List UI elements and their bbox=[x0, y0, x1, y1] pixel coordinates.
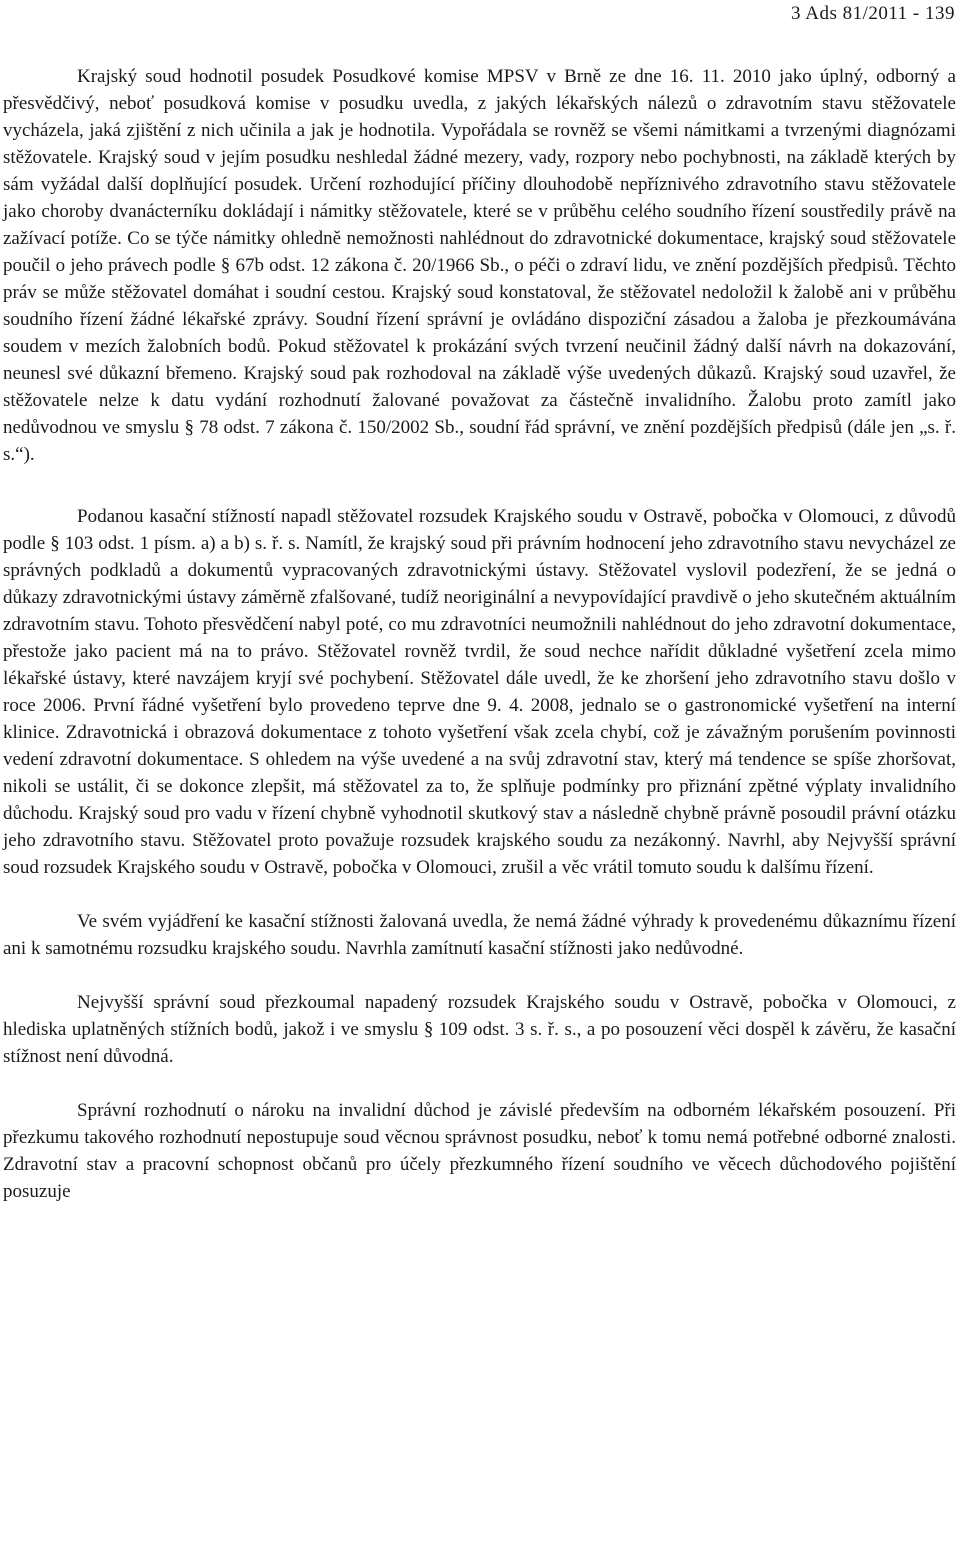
paragraph-regional-court-assessment: Krajský soud hodnotil posudek Posudkové komise MPSV v Brně ze dne 16. 11. 2010 jako úplný, odborný a přesvědčivý, neboť posudková komise v posudku uvedla, z jakých lékařských nálezů o zdravotním stavu stěžovatele vycházela, jaká zjištění z nich učinila a jak je hodnotila. Vypořádala se rovněž se všemi námitkami a tvrzenými diagnózami stěžovatele. Krajský soud v jejím posudku neshledal žádné mezery, vady, rozpory nebo pochybnosti, na základě kterých by sám vyžádal další doplňující posudek. Určení rozhodující příčiny dlouhodobě nepříznivého zdravotního stavu stěžovatele jako choroby dvanácterníku dokládají i námitky stěžovatele, které se v průběhu celého soudního řízení soustředily právě na zažívací potíže. Co se týče námitky ohledně nemožnosti nahlédnout do zdravotnické dokumentace, krajský soud stěžovatele poučil o jeho právech podle § 67b odst. 12 zákona č. 20/1966 Sb., o péči o zdraví lidu, ve znění pozdějších předpisů. Těchto práv se může stěžovatel domáhat i soudní cestou. Krajský soud konstatoval, že stěžovatel nedoložil k žalobě ani v průběhu soudního řízení žádné lékařské zprávy. Soudní řízení správní je ovládáno dispoziční zásadou a žaloba je přezkoumávána soudem v mezích žalobních bodů. Pokud stěžovatel k prokázání svých tvrzení neučinil žádný další návrh na dokazování, neunesl své důkazní břemeno. Krajský soud pak rozhodoval na základě výše uvedených důkazů. Krajský soud uzavřel, že stěžovatele nelze k datu vydání rozhodnutí žalované považovat za částečně invalidního. Žalobu proto zamítl jako nedůvodnou ve smyslu § 78 odst. 7 zákona č. 150/2002 Sb., soudní řád správní, ve znění pozdějších předpisů (dále jen „s. ř. s.“). bbox=[3, 66, 956, 465]
paragraph-legal-assessment: Správní rozhodnutí o nároku na invalidní důchod je závislé především na odborném lékařském posouzení. Při přezkumu takového rozhodnutí nepostupuje soud věcnou správnost posudku, neboť k tomu nemá potřebné odborné znalosti. Zdravotní stav a pracovní schopnost občanů pro účely přezkumného řízení soudního ve věcech důchodového pojištění posuzuje bbox=[3, 1100, 956, 1202]
paragraph-defendant-statement: Ve svém vyjádření ke kasační stížnosti žalovaná uvedla, že nemá žádné výhrady k provedenému důkaznímu řízení ani k samotnému rozsudku krajského soudu. Navrhla zamítnutí kasační stížnosti jako nedůvodné. bbox=[3, 911, 956, 959]
paragraph-cassation-complaint: Podanou kasační stížností napadl stěžovatel rozsudek Krajského soudu v Ostravě, pobočka v Olomouci, z důvodů podle § 103 odst. 1 písm. a) a b) s. ř. s. Namítl, že krajský soud při právním hodnocení jeho zdravotního stavu nevycházel ze správných podkladů a dokumentů vypracovaných zdravotnickými ústavy. Stěžovatel vyslovil podezření, že se jedná o důkazy zdravotnickými ústavy záměrně zfalšované, tudíž neoriginální a nevypovídající pravdivě o jeho skutečném aktuálním zdravotním stavu. Tohoto přesvědčení nabyl poté, co mu zdravotníci neumožnili nahlédnout do jeho zdravotní dokumentace, přestože jako pacient má na to právo. Stěžovatel rovněž tvrdil, že soud nechce nařídit důkladné vyšetření zcela mimo lékařské ústavy, které navzájem kryjí své pochybení. Stěžovatel dále uvedl, že ke zhoršení jeho zdravotního stavu došlo v roce 2006. První řádné vyšetření bylo provedeno teprve dne 9. 4. 2008, jednalo se o gastronomické vyšetření na interní klinice. Zdravotnická i obrazová dokumentace z tohoto vyšetření však zcela chybí, což je závažným porušením povinnosti vedení zdravotní dokumentace. S ohledem na výše uvedené a na svůj zdravotní stav, který má tendence se spíše zhoršovat, nikoli se ustálit, či se dokonce zlepšit, má stěžovatel za to, že splňuje podmínky pro přiznání zpětné výplaty invalidního důchodu. Krajský soud pro vadu v řízení chybně vyhodnotil skutkový stav a následně chybně právně posoudil právní otázku jeho zdravotního stavu. Stěžovatel proto považuje rozsudek krajského soudu za nezákonný. Navrhl, aby Nejvyšší správní soud rozsudek Krajského soudu v Ostravě, pobočka v Olomouci, zrušil a věc vrátil tomuto soudu k dalšímu řízení. bbox=[3, 506, 956, 878]
paragraph-supreme-court-review: Nejvyšší správní soud přezkoumal napadený rozsudek Krajského soudu v Ostravě, pobočka v Olomouci, z hlediska uplatněných stížních bodů, jakož i ve smyslu § 109 odst. 3 s. ř. s., a po posouzení věci dospěl k závěru, že kasační stížnost není důvodná. bbox=[3, 992, 956, 1067]
case-reference-header: 3 Ads 81/2011 - 139 bbox=[791, 3, 955, 24]
